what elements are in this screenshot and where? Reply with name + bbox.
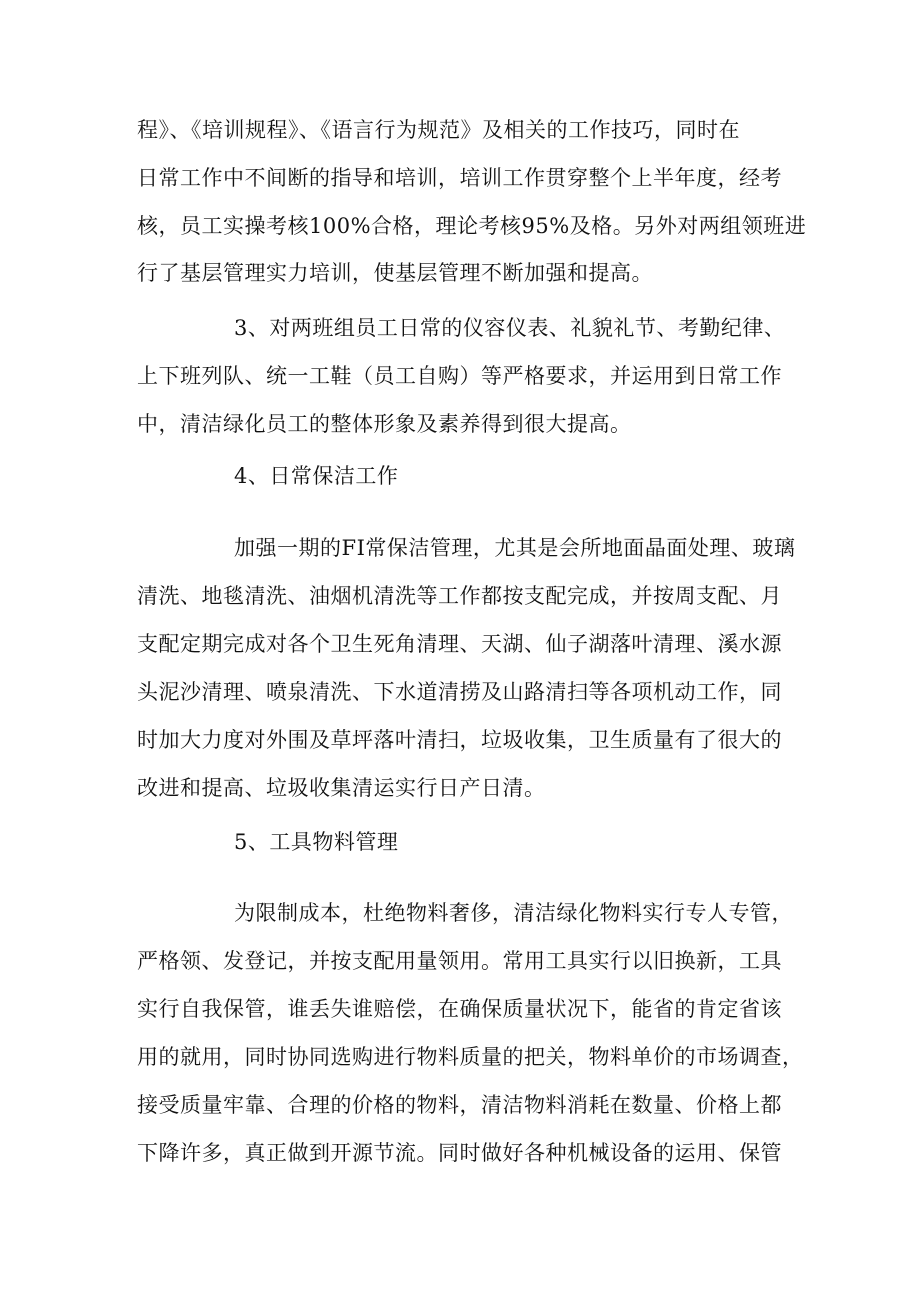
text-line: 头泥沙清理、喷泉清洗、下水道清捞及山路清扫等各项机动工作，同	[137, 680, 782, 704]
text-line: 清洗、地毯清洗、油烟机清洗等工作都按支配完成，并按周支配、月	[137, 584, 782, 608]
text-line: 程》、《培训规程》、《语言行为规范》及相关的工作技巧，同时在	[137, 118, 740, 142]
text-line: 3、对两班组员工日常的仪容仪表、礼貌礼节、考勤纪律、	[234, 316, 786, 340]
text-line: 实行自我保管，谁丢失谁赔偿，在确保质量状况下，能省的肯定省该	[137, 997, 782, 1021]
text-line: 时加大力度对外围及草坪落叶清扫，垃圾收集，卫生质量有了很大的	[137, 728, 782, 752]
text-line: 用的就用，同时协同选购进行物料质量的把关，物料单价的市场调查，	[137, 1045, 804, 1069]
text-line: 改进和提高、垃圾收集清运实行日产日清。	[137, 776, 546, 800]
text-line: 中，清洁绿化员工的整体形象及素养得到很大提高。	[137, 412, 632, 436]
text-line: 接受质量牢靠、合理的价格的物料，清洁物料消耗在数量、价格上都	[137, 1093, 782, 1117]
text-line: 加强一期的FI常保洁管理，尤其是会所地面晶面处理、玻璃	[234, 536, 796, 560]
text-line: 为限制成本，杜绝物料奢侈，清洁绿化物料实行专人专管，	[234, 901, 793, 925]
text-line: 行了基层管理实力培训，使基层管理不断加强和提高。	[137, 261, 653, 285]
text-line: 上下班列队、统一工鞋（员工自购）等严格要求，并运用到日常工作	[137, 364, 782, 388]
section-heading: 5、工具物料管理	[234, 830, 399, 854]
text-line: 核，员工实操考核100%合格，理论考核95%及格。另外对两组领班进	[137, 214, 807, 238]
text-line: 支配定期完成对各个卫生死角清理、天湖、仙子湖落叶清理、溪水源	[137, 632, 782, 656]
section-heading: 4、日常保洁工作	[234, 464, 399, 488]
text-line: 日常工作中不间断的指导和培训，培训工作贯穿整个上半年度，经考	[137, 166, 782, 190]
text-line: 严格领、发登记，并按支配用量领用。常用工具实行以旧换新，工具	[137, 949, 782, 973]
text-line: 下降许多，真正做到开源节流。同时做好各种机械设备的运用、保管	[137, 1141, 782, 1165]
